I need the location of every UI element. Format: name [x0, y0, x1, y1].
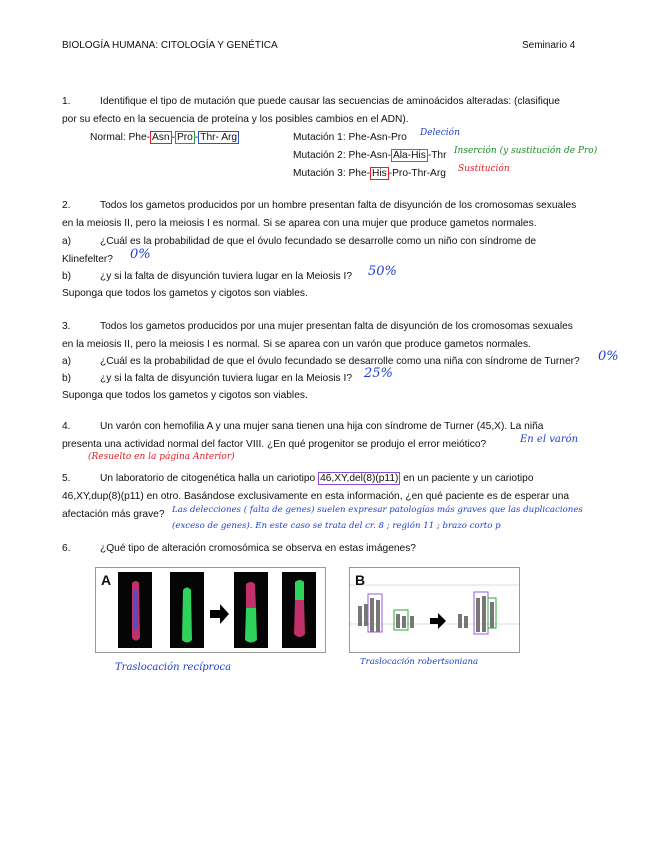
q3-a-text: ¿Cuál es la probabilidad de que el óvulo fecundado se desarrolle como una niña con síndrome de Turner?	[100, 356, 580, 367]
q3-b-answer: 25%	[364, 366, 393, 381]
q1-line1: Identifique el tipo de mutación que puede causar las secuencias de aminoácidos alteradas: (clasifique	[100, 96, 560, 107]
q4-note: (Resuelto en la página Anterior)	[88, 452, 235, 462]
q3-line2: en la meiosis II, pero la meiosis I es normal. Si se aparea con un varón que produce gametos normales.	[62, 339, 531, 350]
caption-b: Traslocación robertsoniana	[360, 657, 479, 667]
panel-a-label: A	[101, 572, 112, 588]
q4-answer: En el varón	[520, 434, 579, 445]
thr-arg-box: Thr- Arg	[200, 132, 238, 143]
q4-line1: Un varón con hemofilia A y una mujer sana tienen una hija con síndrome de Turner (45,X). La niña	[100, 421, 544, 432]
q4-line2: presenta una actividad normal del factor VIII. ¿En qué progenitor se produjo el error meiótico?	[62, 439, 487, 450]
mutation-2: Mutación 2: Phe-Asn- Ala-His -Thr	[293, 150, 447, 161]
q2-a-label: a)	[62, 236, 72, 247]
his-box: His	[372, 168, 387, 179]
panel-b-label: B	[355, 572, 366, 588]
q2-a-text: ¿Cuál es la probabilidad de que el óvulo fecundado se desarrolle como un niño con síndrome de	[100, 236, 537, 247]
q5-line1: Un laboratorio de citogenética halla un cariotipo 46,XY,del(8)(p11) en un paciente y un cariotipo	[100, 473, 534, 484]
pro-box: Pro	[176, 132, 193, 143]
q3-line1: Todos los gametos producidos por una mujer presentan falta de disyunción de los cromosomas sexuales	[100, 321, 573, 332]
figure-a-reciprocal	[95, 567, 326, 653]
q5-answer-line1: Las delecciones ( falta de genes) suelen expresar patologías más graves que las duplicaciones	[172, 505, 583, 515]
q5-answer-line2: (exceso de genes). En este caso se trata del cr. 8 ; región 11 ; brazo corto p	[172, 521, 501, 531]
q2-line1: Todos los gametos producidos por un hombre presentan falta de disyunción de los cromosomas sexuales	[100, 200, 577, 211]
q5-line3: afectación más grave?	[62, 509, 165, 520]
q4-number: 4.	[62, 421, 71, 432]
ala-his-box: Ala-His	[392, 150, 426, 161]
mutation-3: Mutación 3: Phe- His -Pro-Thr-Arg	[293, 168, 446, 179]
figure-b-image	[350, 568, 519, 652]
q3-b-label: b)	[62, 373, 72, 384]
hw-mutation-2: Inserción (y sustitución de Pro)	[454, 146, 598, 156]
hw-mutation-3: Sustitución	[458, 164, 510, 174]
caption-a: Traslocación recíproca	[115, 662, 232, 673]
q2-note: Suponga que todos los gametos y cigotos son viables.	[62, 288, 308, 299]
q3-number: 3.	[62, 321, 71, 332]
q1-normal-sequence: Normal: Phe- Asn - Pro - Thr- Arg	[90, 132, 238, 143]
q2-line2: en la meiosis II, pero la meiosis I es normal. Si se aparea con una mujer que produce gametos normales.	[62, 218, 537, 229]
q5-line2: 46,XY,dup(8)(p11) en otro. Basándose exclusivamente en esta información, ¿en qué paciente es de esperar una	[62, 491, 570, 502]
asn-box: Asn	[152, 132, 170, 143]
q3-a-label: a)	[62, 356, 72, 367]
course-title: BIOLOGÍA HUMANA: CITOLOGÍA Y GENÉTICA	[62, 40, 278, 51]
q5-number: 5.	[62, 473, 71, 484]
question-1	[62, 93, 596, 111]
q1-line2: por su efecto en la secuencia de proteína y los posibles cambios en el ADN).	[62, 114, 409, 125]
seminar-label: Seminario 4	[522, 40, 576, 51]
q3-note: Suponga que todos los gametos y cigotos son viables.	[62, 390, 308, 401]
figure-b-robertsonian	[349, 567, 520, 653]
q2-b-label: b)	[62, 271, 72, 282]
q1-number: 1.	[62, 96, 71, 107]
q2-a-text2: Klinefelter?	[62, 254, 113, 265]
q2-number: 2.	[62, 200, 71, 211]
hw-mutation-1: Deleción	[420, 128, 460, 138]
q3-b-text: ¿y si la falta de disyunción tuviera lugar en la Meiosis I?	[100, 373, 352, 384]
karyotype-del-box: 46,XY,del(8)(p11)	[320, 473, 399, 484]
q6-text: ¿Qué tipo de alteración cromosómica se observa en estas imágenes?	[100, 543, 416, 554]
q3-a-answer: 0%	[598, 349, 619, 364]
q2-a-answer: 0%	[130, 247, 151, 262]
q2-b-text: ¿y si la falta de disyunción tuviera lugar en la Meiosis I?	[100, 271, 352, 282]
figure-a-image	[96, 568, 325, 652]
mutation-1: Mutación 1: Phe-Asn-Pro	[293, 132, 407, 143]
q6-number: 6.	[62, 543, 71, 554]
q2-b-answer: 50%	[368, 264, 397, 279]
